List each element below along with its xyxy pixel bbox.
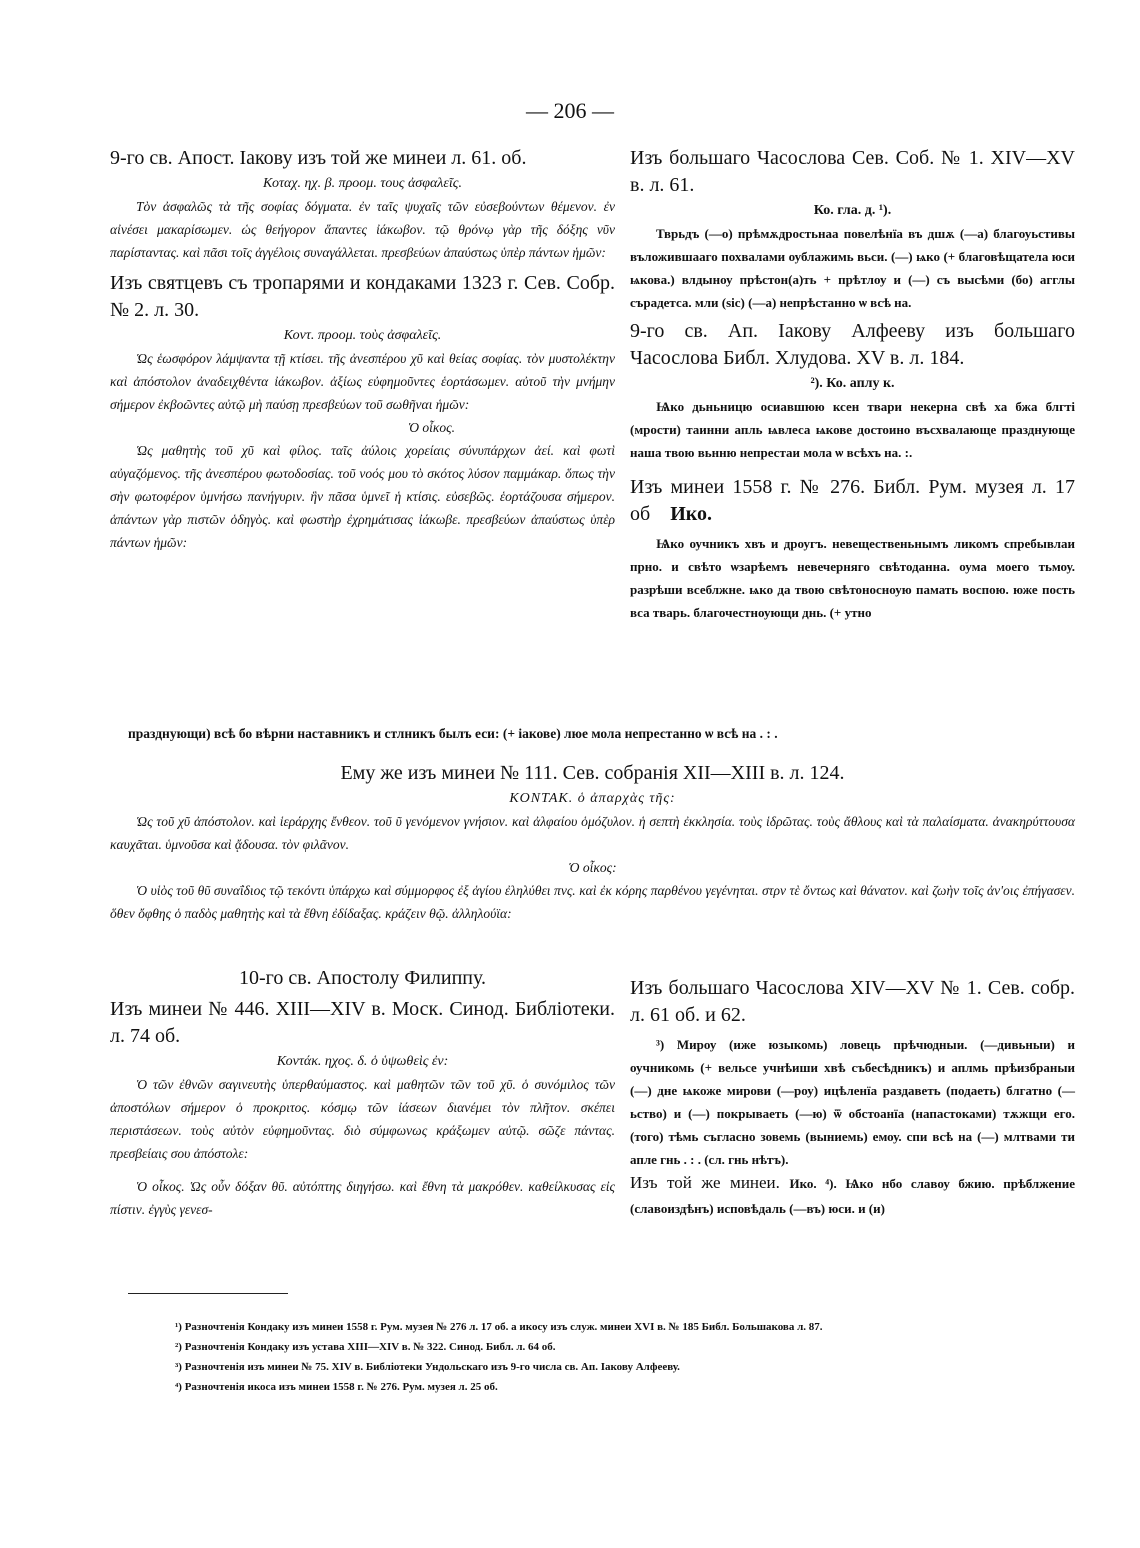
heading-text: Изъ минеи 1558 г. № 276. Библ. Рум. музея л. 17 об: [630, 476, 1075, 525]
greek-text: Ὁ υἱὸς τοῦ θῦ συναΐδιος τῷ τεκόντι ὑπάρχω καὶ σύμμορφος ἐξ ἁγίου ἐληλύθει πνς. καὶ ἐκ κόρης παρθένου γεγένηται. στρν τὲ ὄντως καὶ θάνατον. καὶ ζωὴν τοῖς ἀν'οις ἐπήγασεν. ὅθεν ὄφθης ὁ παδὸς μαθητὴς καὶ τὰ ἔθνη ἐδίδαξας. κράζειν θῷ. ἀλληλούϊα:: [110, 883, 1075, 921]
section-heading: 9-го св. Апост. Іакову изъ той же минеи л. 61. об.: [110, 147, 527, 169]
page-number: — 206 —: [526, 98, 614, 123]
left-column-top: [110, 145, 615, 554]
kontakion-label: Κοντ. προομ. τοὺς ἀσφαλεῖς.: [283, 328, 442, 343]
section-heading: Ему же изъ минеи № 111. Сев. собранія XII—XIII в. л. 124.: [340, 762, 845, 784]
greek-text: Ὁ τῶν ἐθνῶν σαγινευτὴς ὑπερθαύμαστος. καὶ μαθητῶν τῶν τοῦ χῦ. ὁ συνόμιλος τῶν ἀποστόλων σήμερον ὁ προκριτος. κόσμῳ τῶν ἰάσεων διανέμει τὸν πλῆτον. σκέπει περιστάσεων. τοὺς αὐτὸν εὐφημοῦντας. διὸ σύμφωνως κράξωμεν αὐτῷ. σῶζε πάντας. πρεσβείαις σου ἀπόστολε:: [110, 1077, 615, 1161]
kontakion-label: Κοντάκ. ηχος. δ. ὁ ὑψωθεὶς ἐν:: [276, 1054, 449, 1069]
spanning-slavonic-line: празднующи) всѣ бо вѣрни наставникъ и стлникъ былъ еси: (+ іакове) люе мола непрестанно ѡ всѣ на . : .: [128, 726, 778, 741]
footnote: ⁴) Разночтенія икоса изъ минеи 1558 г. № 276. Рум. музея л. 25 об.: [175, 1381, 498, 1393]
section-heading: 9-го св. Ап. Іакову Алфееву изъ большаго Часослова Библ. Хлудова. XV в. л. 184.: [630, 320, 1075, 369]
kontakion-label: ²). Ко. аплу к.: [810, 376, 895, 391]
slavonic-text: Ѩко оучникъ хвъ и дроугъ. невещественьнымъ ликомъ спребывлаи прно. и свѣто ѡзарѣемъ невечерняго свѣтоданна. оума моего тьмоу. разрѣши всеблжне. ѩко да твою свѣтоносноую памать воспою. юже пость вса тварь. благочестноующи днь. (+ утно: [630, 536, 1075, 620]
kontakion-label: Κοταχ. ηχ. β. προομ. τους ἀσφαλεῖς.: [263, 176, 462, 191]
middle-section: [110, 760, 1075, 925]
heading-tail: Ико. ⁴). Ѩко нбо славоу бжию. прѣблжение (славоиздѣнъ) исповѣдаль (—въ) юси. и (и): [630, 1176, 1075, 1216]
greek-text: Ὡς μαθητὴς τοῦ χῦ καὶ φίλος. ταῖς ἀύλοις χορείαις σύνυπάρχων ἀεί. καὶ φωτὶ αὐγαζόμενος. τῆς ἀνεσπέρου φωτοδοσίας. τοῦ νοός μου τὸ σκότος λύσον παμμάκαρ. ὅπως τὴν σὴν φωτοφέρον ὑμνήσω πανήγυριν. ἣν πᾶσα ὑμνεῖ ἡ κτίσις. εὐσεβῶς. ἑορτάζουσα σήμερον. ἁπάντων γὰρ πιστῶν ὁδηγὸς. καὶ φωστὴρ ἐχρημάτισας ἰάκωβε. πρεσβεύων ἀπαύστως ὑπὲρ πάντων ἡμῶν:: [110, 443, 615, 550]
heading-tail: Ико.: [670, 503, 713, 525]
oikos-label: Ὁ οἶκος:: [568, 860, 617, 875]
greek-text: Ὡς τοῦ χῦ ἀπόστολον. καὶ ἱεράρχης ἔνθεον. τοῦ ῦ γενόμενον γνήσιον. καὶ ἀλφαίου ὁμόζυλον. ἡ σεπτὴ ἐκκλησία. τοὺς ἱδρῶτας. τοὺς ἄθλους καὶ τὰ παλαίσματα. ἀνακηρύττουσα καυχᾶται. ὑμνοῦσα καὶ ᾄδουσα. τὸν φιλᾶνον.: [110, 814, 1075, 852]
right-column-top: [630, 145, 1075, 624]
kontakion-label: KONTAK. ὁ ἀπαρχὰς τῆς:: [509, 791, 676, 806]
section-heading: Изъ большаго Часослова Сев. Соб. № 1. XIV—XV в. л. 61.: [630, 147, 1075, 196]
greek-text: Ὡς ἑωσφόρον λάμψαντα τῇ κτίσει. τῆς ἀνεσπέρου χῦ καὶ θείας σοφίας. τὸν μυστολέκτην καὶ ἀπόστολον ἀναδειχθέντα ἰάκωβον. ἀξίως εὐφημοῦντες ἑορτάσωμεν. αὐτοῦ τὴν μνήμην σήμερον ἐκβοῶντες αὐτῷ μὴ παύσῃ πρεσβεύων τοῦ σωθῆναι ἡμῶν:: [110, 351, 615, 412]
oikos-label: Ὁ οἶκος.: [407, 420, 455, 435]
slavonic-text: Ѩко дьньницю осиавшюю ксен твари некерна свѣ ха бжа блгті (мрости) таинни апль ѩвлеса ѩкове достоино въсхвалающе празднующе наша твою вьнню непрестаи мола ѡ всѣхъ на. :.: [630, 399, 1075, 460]
footnote-rule: [128, 1293, 288, 1294]
heading-text: Изъ той же минеи.: [630, 1173, 780, 1192]
footnotes: [175, 1317, 1075, 1397]
greek-text: Τὸν ἀσφαλῶς τὰ τῆς σοφίας δόγματα. ἐν ταῖς ψυχαῖς τῶν εὐσεβούντων θέμενον. ἐν αἰνέσει μακαρίσωμεν. ὡς θεήγορον ἅπαντες ἰάκωβον. τῷ θρόνῳ γὰρ τῆς δόξης νῦν παρίσταντας. καὶ πᾶσι τοῖς ἀγγέλοις συναγάλλεται. πρεσβεύων ἀπαύστως ὑπὲρ πάντων ἡμῶν:: [110, 199, 615, 260]
footnote: ²) Разночтенія Кондаку изъ устава XIII—XIV в. № 322. Синод. Библ. л. 64 об.: [175, 1341, 556, 1353]
section-heading: 10-го св. Апостолу Филиппу.: [239, 967, 486, 989]
footnote: ³) Разночтенія изъ минеи № 75. XIV в. Библіотеки Ундольскаго изъ 9-го числа св. Ап. Іакову Алфееву.: [175, 1361, 680, 1373]
footnote: ¹) Разночтенія Кондаку изъ минеи 1558 г. Рум. музея № 276 л. 17 об. а икосу изъ служ. минеи XVI в. № 185 Библ. Большакова л. 87.: [175, 1321, 823, 1333]
slavonic-text: ³) Мироу (иже юзыкомь) ловець прѣчюдныи. (—дивьныи) и оучникомь (+ вельсе учнѣиши хвѣ събесѣдникъ) и аплмь прѣизбраныи (—) дне ѩкоже мирови (—роу) ицѣленїа раздаветь (подаеть) блгатно (—ьство) и (—) покрываеть (—ю) ѿ обстоанїа (напастоками) тѫжщи его. (того) тѣмь съгласно зовемь (выниемь) емоу. спи всѣ на (—) млтвами ти апле гнь . : . (сл. гнь нѣтъ).: [630, 1037, 1075, 1167]
section-heading: Изъ минеи № 446. XIII—XIV в. Моск. Синод. Библіотеки. л. 74 об.: [110, 998, 615, 1047]
greek-text: Ὁ οἶκος. Ὡς οὖν δόξαν θῦ. αὐτόπτης διηγήσω. καὶ ἔθνη τὰ μακρόθεν. καθείλκυσας εἰς πίστιν. ἐγγὺς γενεσ-: [110, 1179, 615, 1217]
slavonic-text: Тврьдъ (—о) прѣмѫдростьнаа повелѣнїа въ дшѫ (—а) благоуьстивы въложившааго похвалами оублажимь вьси. (—) ѩко (+ благовѣщатела юси ѩкова.) влдыноу прѣстон(а)ть + прѣтлоу и (—) съ высѣми (бо) агглы сърадетса. мли (sic) (—а) непрѣстанно ѡ всѣ на.: [630, 226, 1075, 310]
left-column-bottom: [110, 965, 615, 1221]
section-heading: [630, 474, 1075, 528]
section-heading: Изъ святцевъ съ тропарями и кондаками 1323 г. Сев. Собр. № 2. л. 30.: [110, 272, 615, 321]
kontakion-label: Ко. гла. д. ¹).: [813, 203, 892, 218]
right-column-bottom: [630, 975, 1075, 1225]
section-heading: [630, 1171, 1075, 1221]
section-heading: Изъ большаго Часослова XIV—XV № 1. Сев. собр. л. 61 об. и 62.: [630, 977, 1075, 1026]
